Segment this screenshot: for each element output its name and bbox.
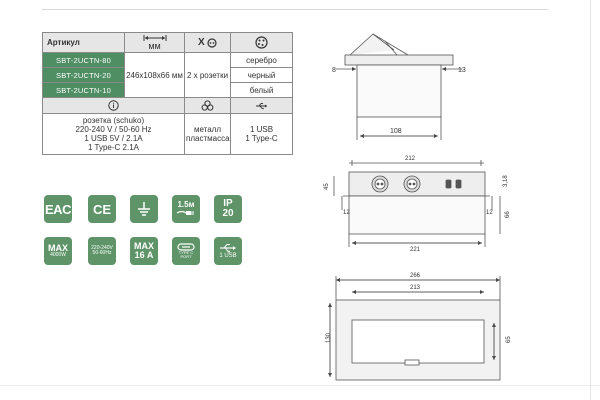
dim-mid-height: 66 [505, 211, 511, 218]
dim-mid-r12: 12 [486, 210, 493, 216]
dim-mid-left: 45 [324, 183, 330, 190]
spec-line: 1 USB 5V / 2.1A [84, 134, 143, 143]
material-line: пластмасса [186, 134, 230, 143]
max-power-line-2: 4000W [50, 252, 66, 258]
voltage-line-2: 50-60Hz [92, 250, 112, 256]
dim-mid-right: 3,18 [503, 175, 509, 187]
color-2: черный [231, 68, 293, 83]
dim-plan-outer: 266 [410, 273, 421, 279]
dim-top-right: 13 [458, 67, 466, 74]
article-1: SBT-2UCTN-80 [43, 53, 125, 68]
voltage-line-1: 220-240V [91, 245, 113, 251]
spec-line: 1 Type-C 2.1A [88, 143, 139, 152]
ports-line: 1 USB [249, 125, 274, 134]
dim-mid-l12: 12 [343, 210, 350, 216]
eac-text: EAC [45, 201, 71, 217]
max-current-line-2: 16 A [134, 250, 154, 260]
ce-text: CE [92, 201, 112, 217]
dim-plan-height: 130 [326, 332, 332, 343]
article-2: SBT-2UCTN-20 [43, 68, 125, 83]
material-line: металл [193, 125, 222, 134]
size-unit: мм [148, 41, 161, 51]
usb-line-1: 1 USB [219, 253, 237, 259]
dimensions-value: 246х108х66 мм [126, 70, 183, 80]
color-3: белый [231, 83, 293, 98]
max-current-line-1: MAX [134, 241, 154, 251]
article-header: Артикул [43, 33, 125, 53]
max-power-line-1: MAX [48, 243, 68, 253]
dim-top-width: 108 [390, 128, 402, 135]
spec-line: 220-240 V / 50-60 Hz [75, 125, 152, 134]
article-3: SBT-2UCTN-10 [43, 83, 125, 98]
cable-text: 1.5м [177, 200, 195, 209]
dim-plan-inner: 213 [410, 285, 421, 291]
drawing-front-view [334, 160, 500, 247]
sockets-value: 2 х розетки [186, 70, 229, 80]
ip-line-2: 20 [222, 208, 234, 219]
dim-mid-bottom: 221 [410, 247, 421, 253]
ip-line-1: IP [223, 198, 233, 209]
dim-plan-inner-h: 65 [506, 336, 512, 343]
typec-line-1: TYPE C [178, 250, 194, 255]
typec-line-2: PORT [180, 254, 192, 259]
drawing-side-view [336, 34, 462, 140]
color-1: серебро [231, 53, 293, 68]
drawing-plan-view [330, 276, 500, 380]
ports-line: 1 Type-C [245, 134, 278, 143]
spec-line: розетка (schuko) [82, 116, 145, 125]
dim-top-left: 8 [332, 67, 336, 74]
dim-mid-top: 212 [405, 156, 416, 162]
count-label: Х [198, 36, 205, 48]
